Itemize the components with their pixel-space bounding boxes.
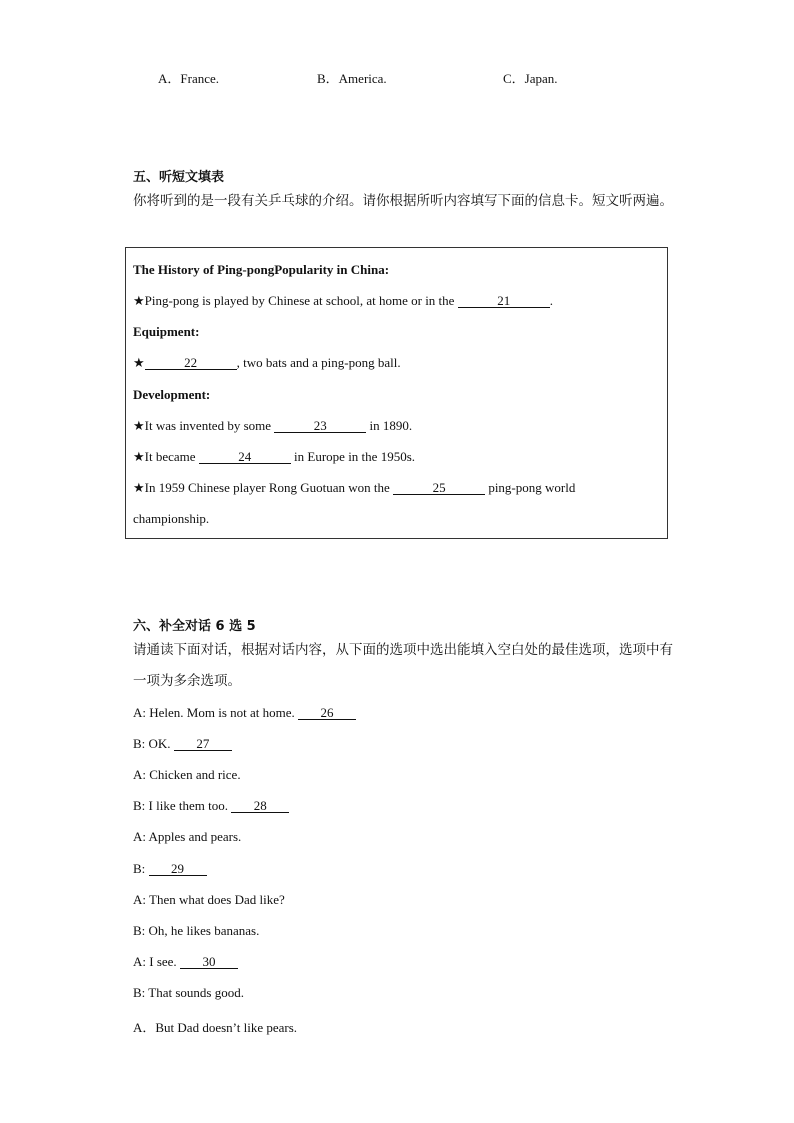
- card-line-25-cont: championship.: [133, 511, 210, 526]
- dialogue-line: [133, 798, 289, 814]
- dialogue-line: [133, 736, 232, 752]
- card-line-23: [133, 418, 412, 434]
- section5-title: 五、听短文填表: [133, 170, 225, 185]
- previous-question-options: [0, 68, 794, 86]
- equipment-heading: Equipment:: [133, 324, 200, 339]
- line-text: ★: [133, 355, 145, 370]
- card-line-21: [133, 293, 553, 309]
- line-text: B: OK.: [133, 736, 174, 751]
- line-text: A: Helen. Mom is not at home.: [133, 705, 299, 720]
- line-text: ★It became: [133, 449, 199, 464]
- option-b: B．America.: [317, 71, 387, 86]
- line-text: in Europe in the 1950s.: [290, 449, 416, 464]
- dialogue-line: A: Then what does Dad like?: [133, 892, 285, 907]
- blank-22: 22: [145, 356, 237, 370]
- card-line-24: [133, 449, 415, 465]
- blank-23: 23: [274, 419, 366, 433]
- blank-21: 21: [458, 294, 550, 308]
- line-text: B:: [133, 861, 149, 876]
- line-text: B: I like them too.: [133, 798, 232, 813]
- section5-instruction: 你将听到的是一段有关乒乓球的介绍。请你根据所听内容填写下面的信息卡。短文听两遍。: [133, 193, 673, 209]
- line-text: .: [549, 293, 553, 308]
- line-text: in 1890.: [366, 418, 413, 433]
- blank-25: 25: [393, 481, 485, 495]
- card-line-25: [133, 480, 575, 496]
- dialogue-line: B: Oh, he likes bananas.: [133, 923, 260, 938]
- line-text: ★Ping-pong is played by Chinese at school, at home or in the: [133, 293, 458, 308]
- blank-30: 30: [180, 955, 238, 969]
- dialogue-line: [133, 705, 356, 721]
- blank-27: 27: [174, 737, 232, 751]
- development-heading: Development:: [133, 387, 211, 402]
- option-c: C．Japan.: [503, 71, 558, 86]
- option-a-answer: A．But Dad doesn’t like pears.: [133, 1020, 298, 1035]
- line-text: ★It was invented by some: [133, 418, 275, 433]
- dialogue-line: [133, 861, 207, 877]
- blank-26: 26: [298, 706, 356, 720]
- line-text: , two bats and a ping-pong ball.: [236, 355, 401, 370]
- dialogue-line: B: That sounds good.: [133, 985, 244, 1000]
- line-text: ping-pong world: [485, 480, 576, 495]
- line-text: ★In 1959 Chinese player Rong Guotuan won the: [133, 480, 394, 495]
- line-text: A: I see.: [133, 954, 180, 969]
- card-heading: The History of Ping-pongPopularity in China:: [133, 262, 390, 277]
- section6-instruction: 请通读下面对话，根据对话内容，从下面的选项中选出能填入空白处的最佳选项，选项中有一项为多余选项。: [133, 642, 673, 689]
- option-a: A．France.: [158, 71, 220, 86]
- section6-title: 六、补全对话 6 选 5: [133, 619, 256, 634]
- dialogue-line: A: Apples and pears.: [133, 829, 242, 844]
- dialogue-line: A: Chicken and rice.: [133, 767, 241, 782]
- blank-24: 24: [199, 450, 291, 464]
- card-line-22: [133, 355, 401, 371]
- blank-29: 29: [149, 862, 207, 876]
- dialogue-line: [133, 954, 238, 970]
- blank-28: 28: [231, 799, 289, 813]
